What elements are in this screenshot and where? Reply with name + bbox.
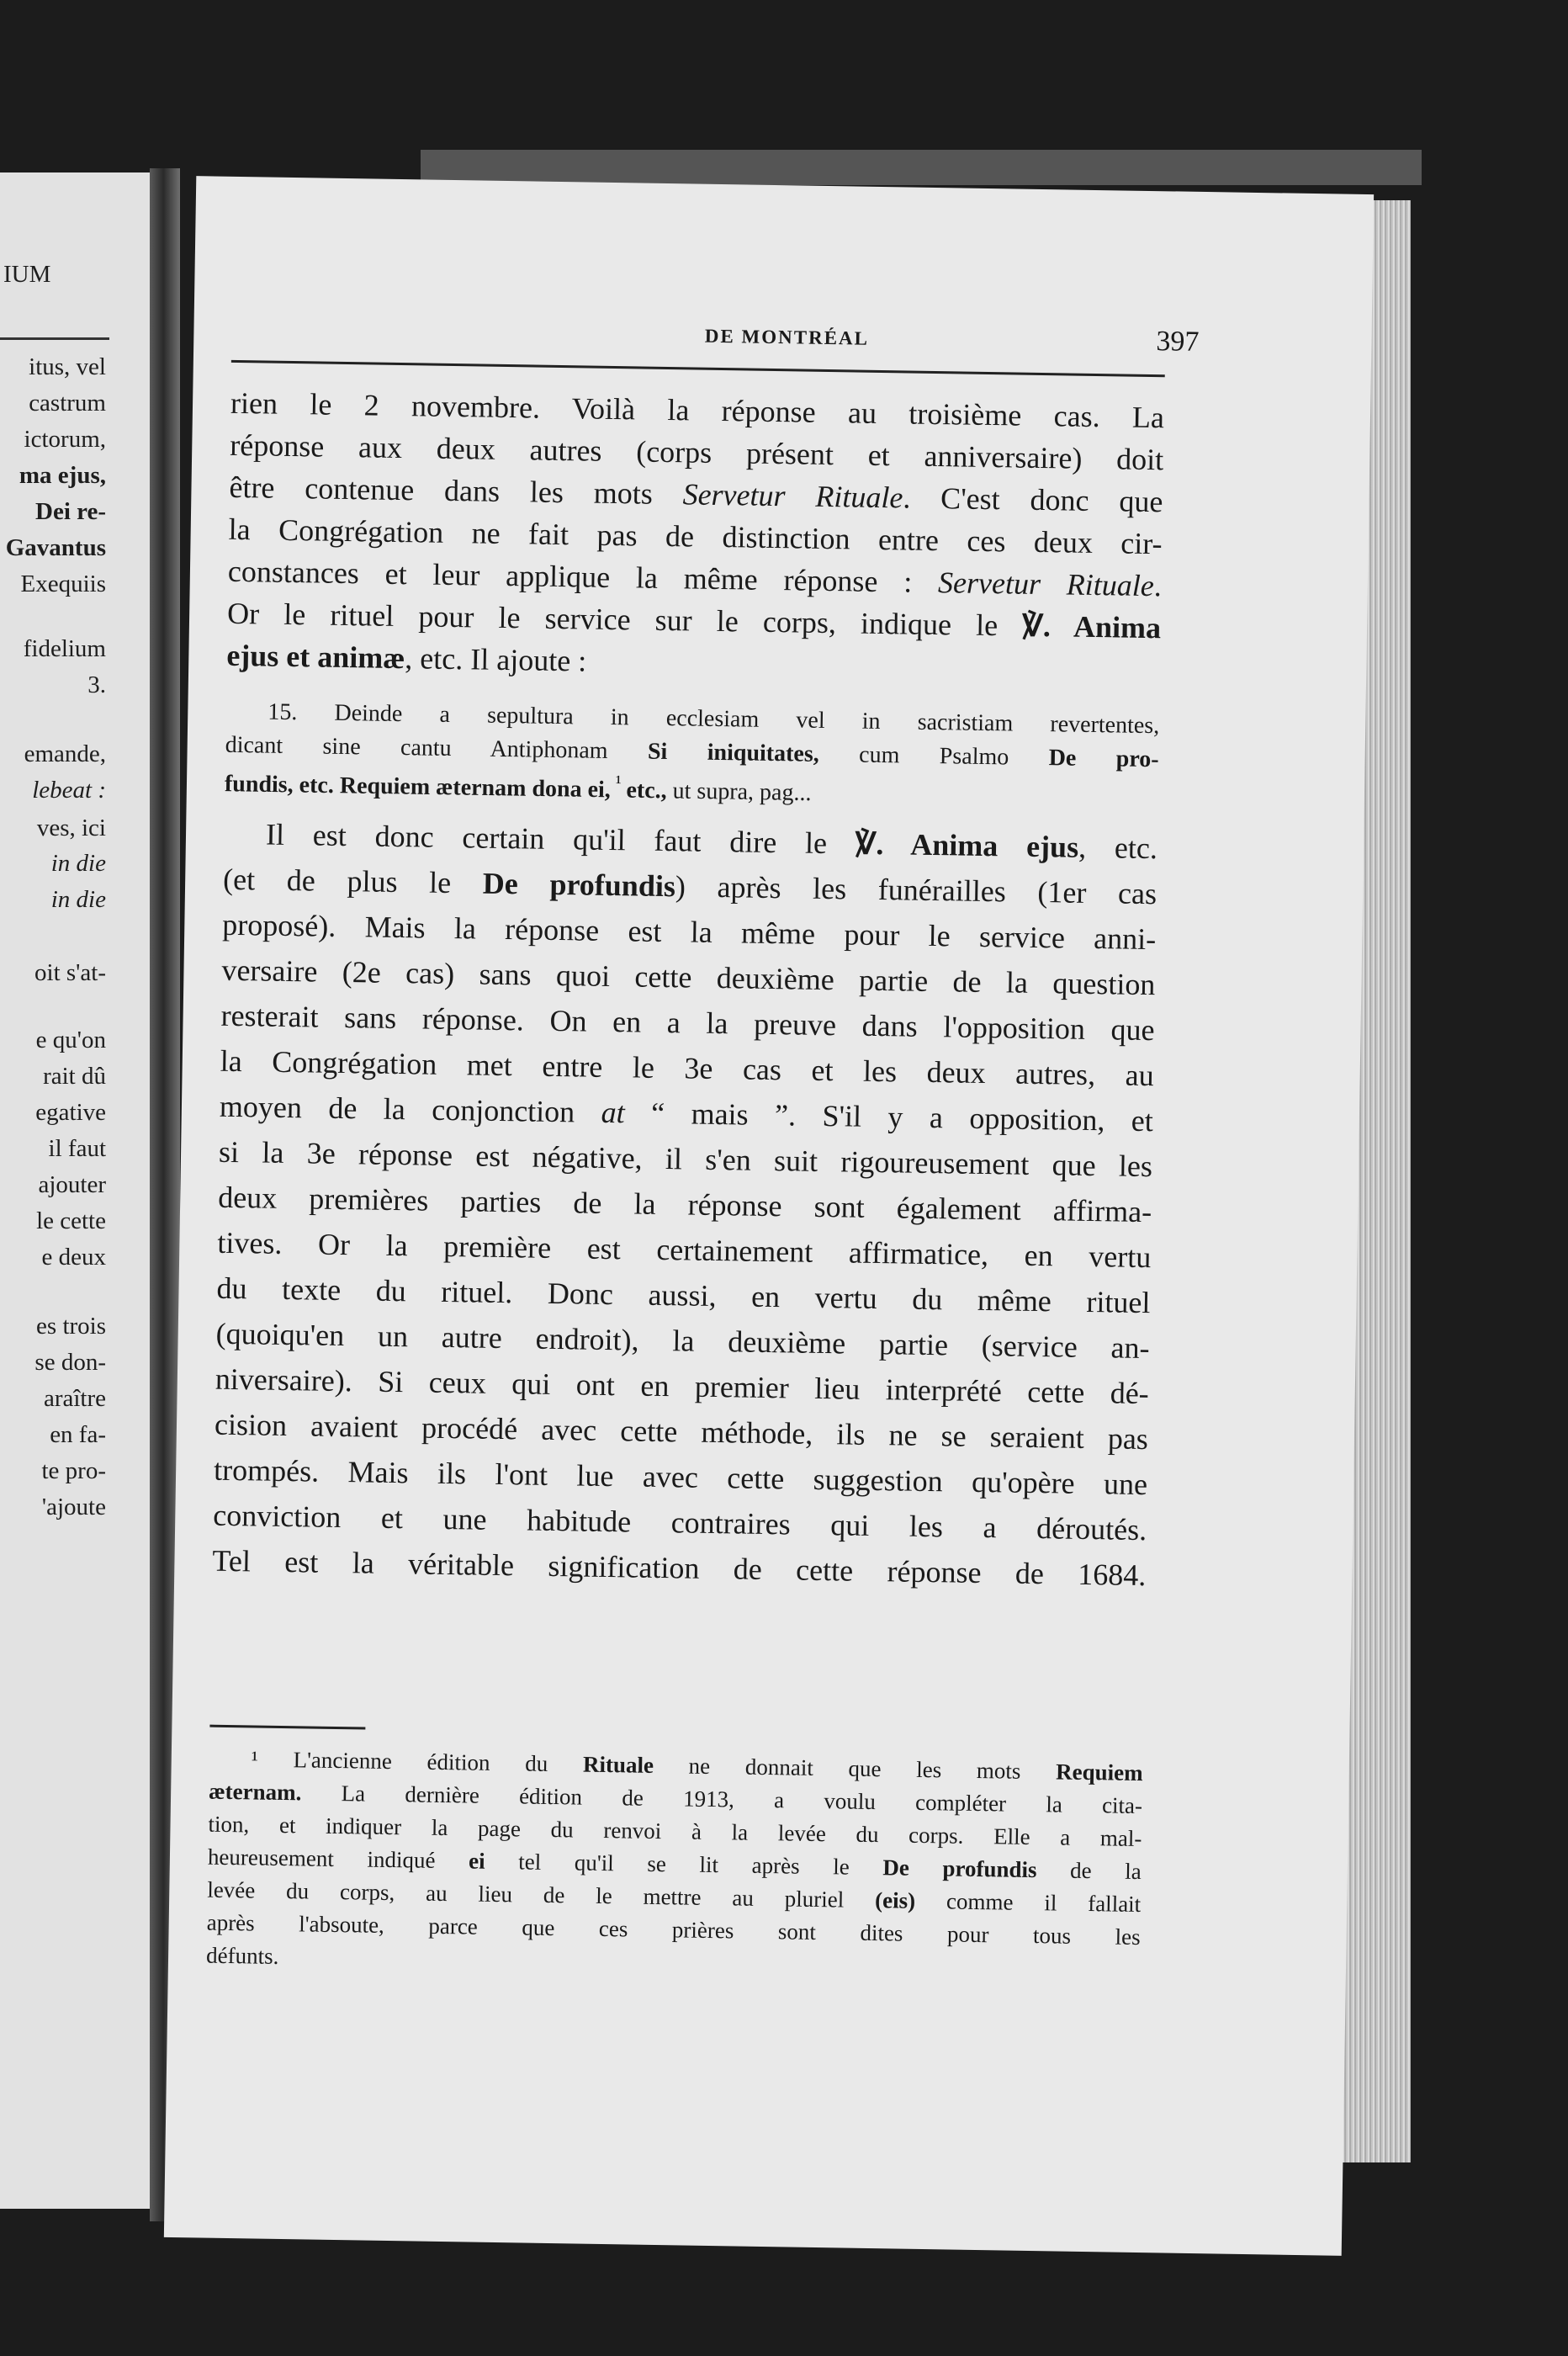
left-page-line: te pro- [41,1457,106,1484]
body-line: Tel est la véritable signification de cette réponse de 1684. [212,1543,1147,1593]
left-page-line: in die [50,850,106,877]
footnote-line: après l'absoute, parce que ces prières sont dites pour tous les [206,1909,1141,1950]
body-line: si la 3e réponse est négative, il s'en suit rigoureusement que les [218,1134,1153,1184]
body-line: constances et leur applique la même réponse : Servetur Rituale. [227,554,1163,603]
left-page-line: Exequiis [20,570,106,597]
footnote-line: heureusement indiqué ei tel qu'il se lit après le De profundis de la [207,1844,1142,1885]
backdrop-band [421,150,1422,185]
left-page-line: ma ejus, [19,462,106,489]
left-page-line: en fa- [50,1421,106,1448]
body-line: moyen de la conjonction at “ mais ”. S'il y a opposition, et [219,1089,1154,1138]
body-line: la Congrégation met entre le 3e cas et les deux autres, au [220,1043,1154,1093]
body-line: resterait sans réponse. On en a la preuve dans l'opposition que [220,998,1155,1048]
left-page-line: 'ajoute [41,1494,106,1520]
left-page-line: il faut [48,1135,106,1162]
left-header-rule [0,337,109,340]
left-page-line: in die [50,886,106,913]
left-page-line: se don- [34,1349,106,1376]
left-page-line: emande, [24,740,106,767]
page-number: 397 [1156,326,1200,358]
body-line: conviction et une habitude contraires qui les a déroutés. [213,1498,1147,1547]
footnote-line: æternam. La dernière édition de 1913, a voulu compléter la cita- [208,1778,1143,1819]
left-page-line: castrum [29,390,106,417]
left-page-line: IUM [3,261,51,288]
footnote-line: levée du corps, au lieu de le mettre au pluriel (eis) comme il fallait [207,1876,1142,1918]
body-line: (quoiqu'en un autre endroit), la deuxième partie (service an- [215,1316,1150,1366]
left-page-line: le cette [36,1207,106,1234]
body-line: réponse aux deux autres (corps présent et anniversaire) doit [229,427,1164,477]
body-line: Or le rituel pour le service sur le corps, indique le ℣. Anima [226,596,1162,645]
running-head: DE MONTRÉAL [704,325,870,349]
left-page-line: ves, ici [36,815,106,841]
body-line: niversaire). Si ceux qui ont en premier lieu interprété cette dé- [215,1361,1150,1411]
body-line: être contenue dans les mots Servetur Rituale. C'est donc que [229,470,1163,519]
left-page-line: Dei re- [35,498,106,525]
left-page-line: e qu'on [35,1027,106,1053]
left-page-line: egative [35,1099,106,1126]
left-page-line: 3. [87,671,106,698]
body-line: du texte du rituel. Donc aussi, en vertu du même rituel [216,1271,1151,1320]
left-page-line: ictorum, [24,426,106,453]
body-line: (et de plus le De profundis) après les funérailles (1er cas [222,862,1157,911]
body-line: deux premières parties de la réponse sont également affirma- [217,1180,1152,1229]
body-line: la Congrégation ne fait pas de distinction entre ces deux cir- [228,512,1163,561]
body-line: ejus et animæ, etc. Il ajoute : [226,638,587,678]
body-line: rien le 2 novembre. Voilà la réponse au troisième cas. La [230,385,1165,435]
left-page-line: itus, vel [29,353,106,380]
left-page-line: oit s'at- [34,959,106,986]
quote-line: 15. Deinde a sepultura in ecclesiam vel in sacristiam revertentes, [268,698,1160,740]
left-page-line: lebeat : [32,777,106,804]
body-line: versaire (2e cas) sans quoi cette deuxième partie de la question [221,952,1156,1002]
body-line: tives. Or la première est certainement affirmatice, en vertu [217,1225,1152,1275]
footnote-line: ¹ L'ancienne édition du Rituale ne donnait que les mots Requiem [251,1746,1143,1786]
left-page-line: araître [43,1385,106,1412]
body-line: proposé). Mais la réponse est la même pour le service anni- [222,907,1157,957]
body-line: Il est donc certain qu'il faut dire le ℣. Anima ejus, etc. [265,817,1158,866]
left-page-line: e deux [41,1244,106,1271]
footnote-rule [209,1725,365,1730]
body-line: cision avaient procédé avec cette méthode, ils ne se seraient pas [214,1407,1149,1457]
quote-line: fundis, etc. Requiem æternam dona ei, $^{^1}$ etc., ut supra, pag... [224,771,812,807]
left-page-line: rait dû [43,1063,106,1090]
footnote-line: tion, et indiquer la page du renvoi à la levée du corps. Elle a mal- [208,1811,1142,1852]
header-rule [231,360,1165,377]
quote-line: dicant sine cantu Antiphonam Si iniquitates, cum Psalmo De pro- [225,731,1159,773]
left-page-line: fidelium [23,635,106,662]
right-page [164,176,1374,2256]
body-line: trompés. Mais ils l'ont lue avec cette suggestion qu'opère une [213,1452,1148,1502]
left-page-fragment [0,172,151,2209]
left-page-line: ajouter [38,1171,106,1198]
left-page-line: es trois [36,1313,106,1340]
left-page-line: Gavantus [5,534,106,561]
footnote-line: défunts. [205,1942,279,1969]
